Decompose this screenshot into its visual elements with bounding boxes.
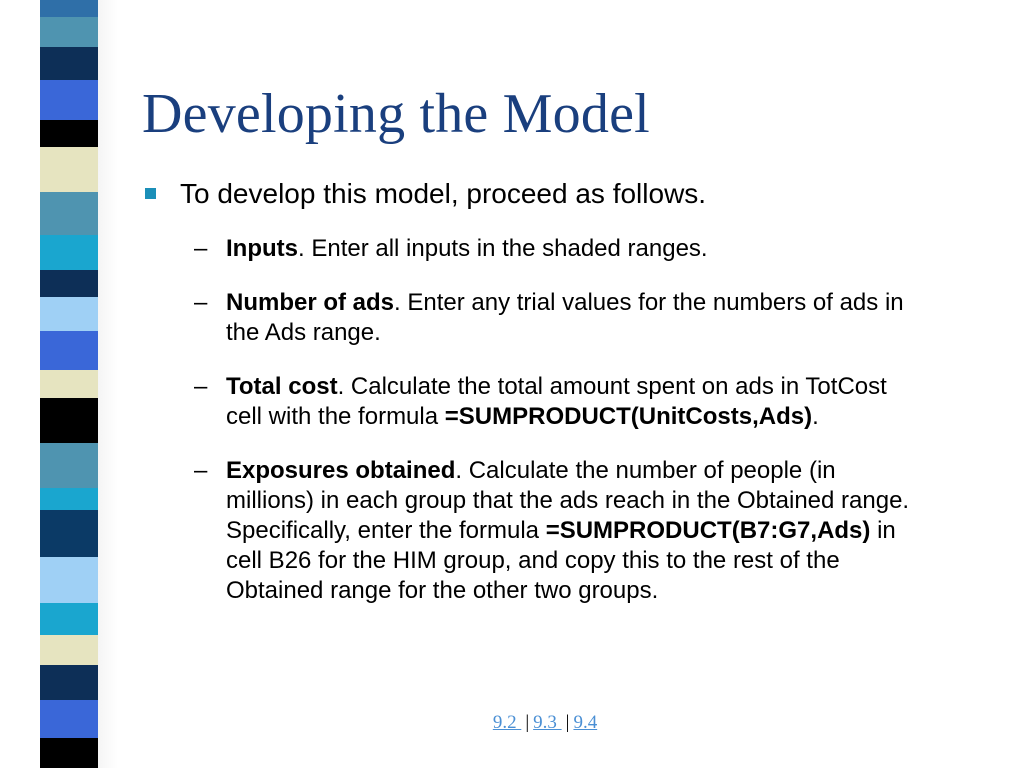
link-9-3[interactable]: 9.3 [533, 712, 562, 733]
link-9-2[interactable]: 9.2 [492, 712, 522, 733]
stripe-block [40, 557, 98, 603]
term-label: Exposures obtained [226, 457, 456, 484]
stripe-block [40, 370, 98, 398]
term-description: . Calculate the total amount spent on ads in TotCost cell with the formula [226, 373, 887, 430]
stripe-block [40, 17, 98, 47]
stripe-block [40, 603, 98, 635]
stripe-block [40, 443, 98, 488]
stripe-block [40, 738, 98, 768]
term-label: Number of ads [226, 289, 395, 316]
stripe-block [40, 147, 98, 192]
footer-nav [0, 712, 1024, 734]
slide-body [142, 176, 992, 630]
term-description-end: in cell B26 for the HIM group, and copy this to the rest of the Obtained range for the other two groups. [226, 517, 896, 604]
stripe-block [40, 665, 98, 700]
stripe-block [40, 192, 98, 235]
stripe-block [40, 47, 98, 80]
stripe-block [40, 398, 98, 443]
term-label: Inputs [226, 235, 298, 262]
sub-bullet-item [142, 372, 926, 432]
slide-title: Developing the Model [142, 83, 650, 145]
stripe-block [40, 297, 98, 331]
link-separator: | [565, 712, 570, 733]
square-bullet-icon [145, 188, 156, 199]
bullet-item [142, 176, 992, 212]
link-9-4[interactable]: 9.4 [573, 712, 598, 733]
stripe-block [40, 270, 98, 297]
stripe-block [40, 635, 98, 665]
sub-bullet-item [142, 234, 926, 264]
stripe-block [40, 331, 98, 370]
decorative-stripe [0, 0, 118, 768]
stripe-block [40, 0, 98, 17]
link-separator: | [525, 712, 530, 733]
intro-text: To develop this model, proceed as follows. [180, 178, 707, 209]
sub-bullet-item [142, 288, 926, 348]
sub-bullet-item [142, 456, 926, 606]
dash-bullet-icon: – [194, 289, 208, 316]
stripe-block [40, 235, 98, 270]
term-description: . Enter any trial values for the numbers of ads in the Ads range. [226, 289, 904, 346]
stripe-block [40, 510, 98, 557]
stripe-block [40, 488, 98, 510]
term-description: . Calculate the number of people (in millions) in each group that the ads reach in the Obtained range. Specifically, enter the formula [226, 457, 910, 544]
formula-text: =SUMPRODUCT(B7:G7,Ads) [545, 517, 871, 544]
dash-bullet-icon: – [194, 457, 208, 484]
stripe-block [40, 120, 98, 147]
term-description: . Enter all inputs in the shaded ranges. [298, 235, 708, 262]
dash-bullet-icon: – [194, 235, 208, 262]
stripe-block [40, 80, 98, 120]
formula-text: =SUMPRODUCT(UnitCosts,Ads) [444, 403, 813, 430]
term-label: Total cost [226, 373, 338, 400]
term-description-end: . [812, 403, 819, 430]
dash-bullet-icon: – [194, 373, 208, 400]
